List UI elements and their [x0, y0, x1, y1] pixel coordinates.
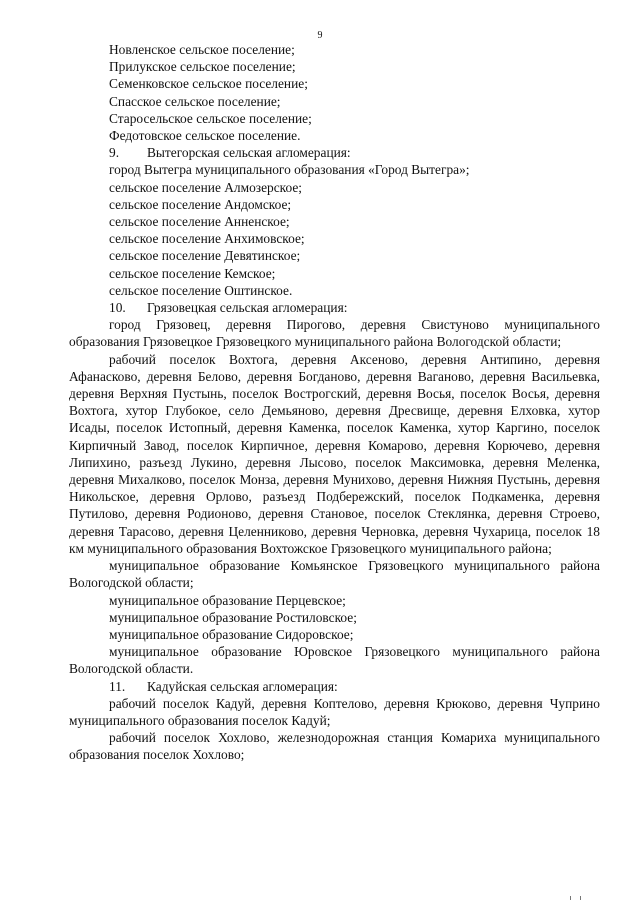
list-item: сельское поселение Кемское; [109, 265, 276, 281]
list-item: сельское поселение Анхимовское; [109, 231, 305, 247]
section-heading [69, 678, 600, 695]
section-number: 11. [109, 678, 126, 694]
list-item: муниципальное образование Перцевское; [109, 592, 346, 608]
list-item: Спасское сельское поселение; [109, 93, 281, 109]
list-item: сельское поселение Алмозерское; [109, 179, 302, 195]
list-item: сельское поселение Анненское; [109, 214, 290, 230]
list-item: Семенковское сельское поселение; [109, 76, 308, 92]
paragraph: рабочий поселок Хохлово, железнодорожная станция Комариха муниципального образования поселок Хохлово; [69, 730, 600, 763]
list-item: муниципальное образование Сидоровское; [109, 626, 354, 642]
list-item: Новленское сельское поселение; [109, 42, 295, 57]
list-item: Прилукское сельское поселение; [109, 59, 296, 75]
paragraph: муниципальное образование Юровское Грязовецкого муниципального района Вологодской области. [69, 644, 600, 677]
paragraph: город Грязовец, деревня Пирогово, деревня Свистуново муниципального образования Грязовецкое Грязовецкого муниципального района Вологодской области; [69, 317, 600, 350]
section-number: 9. [109, 145, 120, 161]
page-number: 9 [317, 30, 323, 41]
paragraph: рабочий поселок Кадуй, деревня Коптелово, деревня Крюково, деревня Чуприно муниципального образования поселок Кадуй; [69, 695, 600, 728]
section-title: Вытегорская сельская агломерация: [147, 145, 351, 161]
list-item: муниципальное образование Ростиловское; [109, 609, 357, 625]
scan-artifact-marks [569, 895, 583, 901]
section-heading [69, 144, 600, 161]
list-item: Старосельское сельское поселение; [109, 110, 312, 126]
list-item: город Вытегра муниципального образования «Город Вытегра»; [109, 162, 470, 178]
section-title: Кадуйская сельская агломерация: [147, 678, 338, 694]
paragraph: рабочий поселок Вохтога, деревня Аксеново, деревня Антипино, деревня Афанасково, деревня Белово, деревня Богданово, деревня Ваганово, деревня Васильевка, деревня Верхняя Пустынь, поселок Вострогский, деревня Восья, поселок Восья, деревня Вохтога, хутор Глубокое, село Демьяново, деревня Дресвище, деревня Елховка, хутор Исады, поселок Истопный, деревня Каменка, поселок Каменка, хутор Каргино, поселок Кирпичный Завод, поселок Кирпичное, деревня Комарово, деревня Корючево, деревня Липихино, разъезд Лукино, деревня Лысово, поселок Максимовка, деревня Меленка, деревня Михалково, поселок Монза, деревня Мунихово, деревня Нижняя Пустынь, деревня Никольское, деревня Орлово, разъезд Подбережский, поселок Подкаменка, деревня Путилово, деревня Родионово, деревня Становое, поселок Стеклянка, деревня Строево, деревня Тарасово, деревня Целенниково, деревня Черновка, деревня Чухарица, поселок 18 км муниципального образования Вохтожское Грязовецкого муниципального района; [69, 351, 600, 556]
section-title: Грязовецкая сельская агломерация: [147, 300, 348, 316]
section-number: 10. [109, 300, 126, 316]
list-item: сельское поселение Девятинское; [109, 248, 301, 264]
paragraph: муниципальное образование Комьянское Грязовецкого муниципального района Вологодской области; [69, 558, 600, 591]
list-item: Федотовское сельское поселение. [109, 128, 301, 144]
list-item: сельское поселение Оштинское. [109, 282, 293, 298]
list-item: сельское поселение Андомское; [109, 196, 292, 212]
document-body [69, 41, 600, 764]
section-heading [69, 299, 600, 316]
